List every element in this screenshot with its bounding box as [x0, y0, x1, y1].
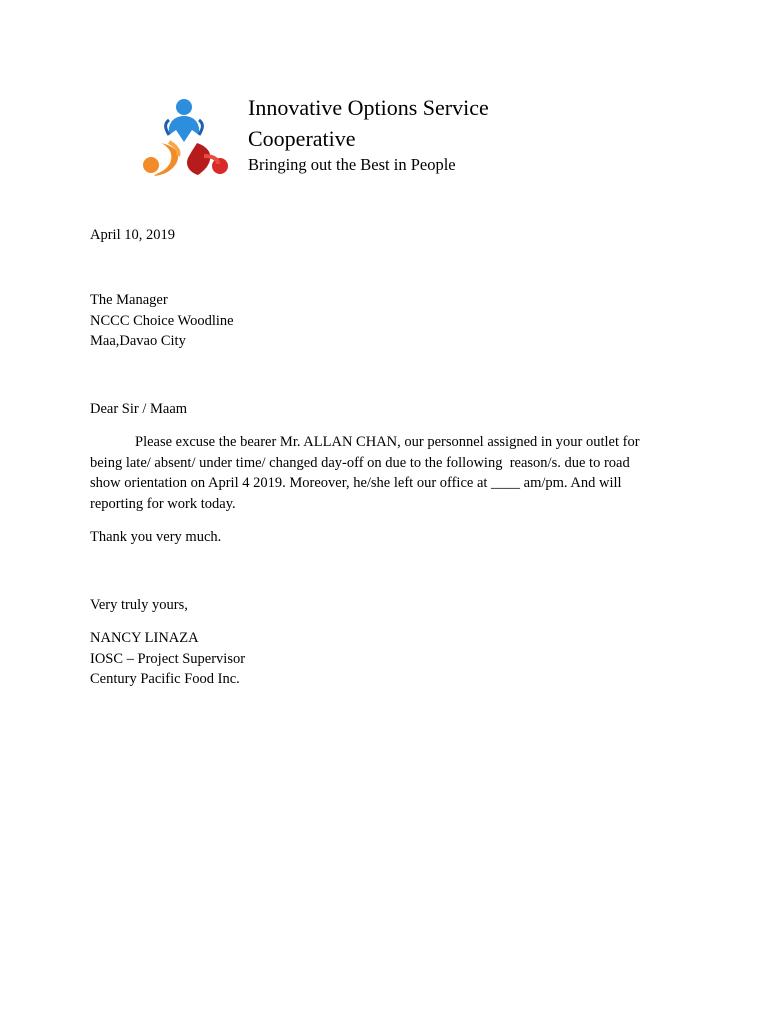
organization-name: [248, 92, 668, 154]
paragraph-line: Please excuse the bearer Mr. ALLAN CHAN, our personnel assigned in your outlet for: [135, 434, 640, 450]
thank-you-line: Thank you very much.: [90, 529, 222, 545]
signer-company: Century Pacific Food Inc.: [90, 671, 240, 688]
signer-name: NANCY LINAZA: [90, 630, 199, 646]
salutation: Dear Sir / Maam: [90, 401, 188, 417]
signature-block: [90, 628, 680, 690]
paragraph-line: being late/ absent/ under time/ changed day-off on due to the following reason/s. due to road: [90, 454, 630, 471]
letter-date: April 10, 2019: [90, 227, 175, 243]
cooperative-people-logo-icon: [134, 92, 238, 188]
recipient-title: The Manager: [90, 292, 168, 308]
organization-name-line-2: Cooperative: [248, 126, 356, 151]
organization-name-line-1: Innovative Options Service: [248, 95, 489, 120]
red-person-figure: [187, 143, 228, 175]
complimentary-close: Very truly yours,: [90, 597, 188, 613]
recipient-location: Maa,Davao City: [90, 333, 186, 350]
organization-tagline: Bringing out the Best in People: [248, 155, 456, 174]
recipient-address: [90, 290, 680, 352]
blue-person-figure: [166, 99, 203, 142]
letter-body-paragraph: [90, 432, 680, 514]
recipient-company: NCCC Choice Woodline: [90, 312, 234, 329]
signer-title: IOSC – Project Supervisor: [90, 650, 246, 667]
paragraph-line: show orientation on April 4 2019. Moreover, he/she left our office at ____ am/pm. And will: [90, 475, 622, 492]
orange-person-figure: [143, 142, 179, 176]
paragraph-line: reporting for work today.: [90, 495, 236, 512]
